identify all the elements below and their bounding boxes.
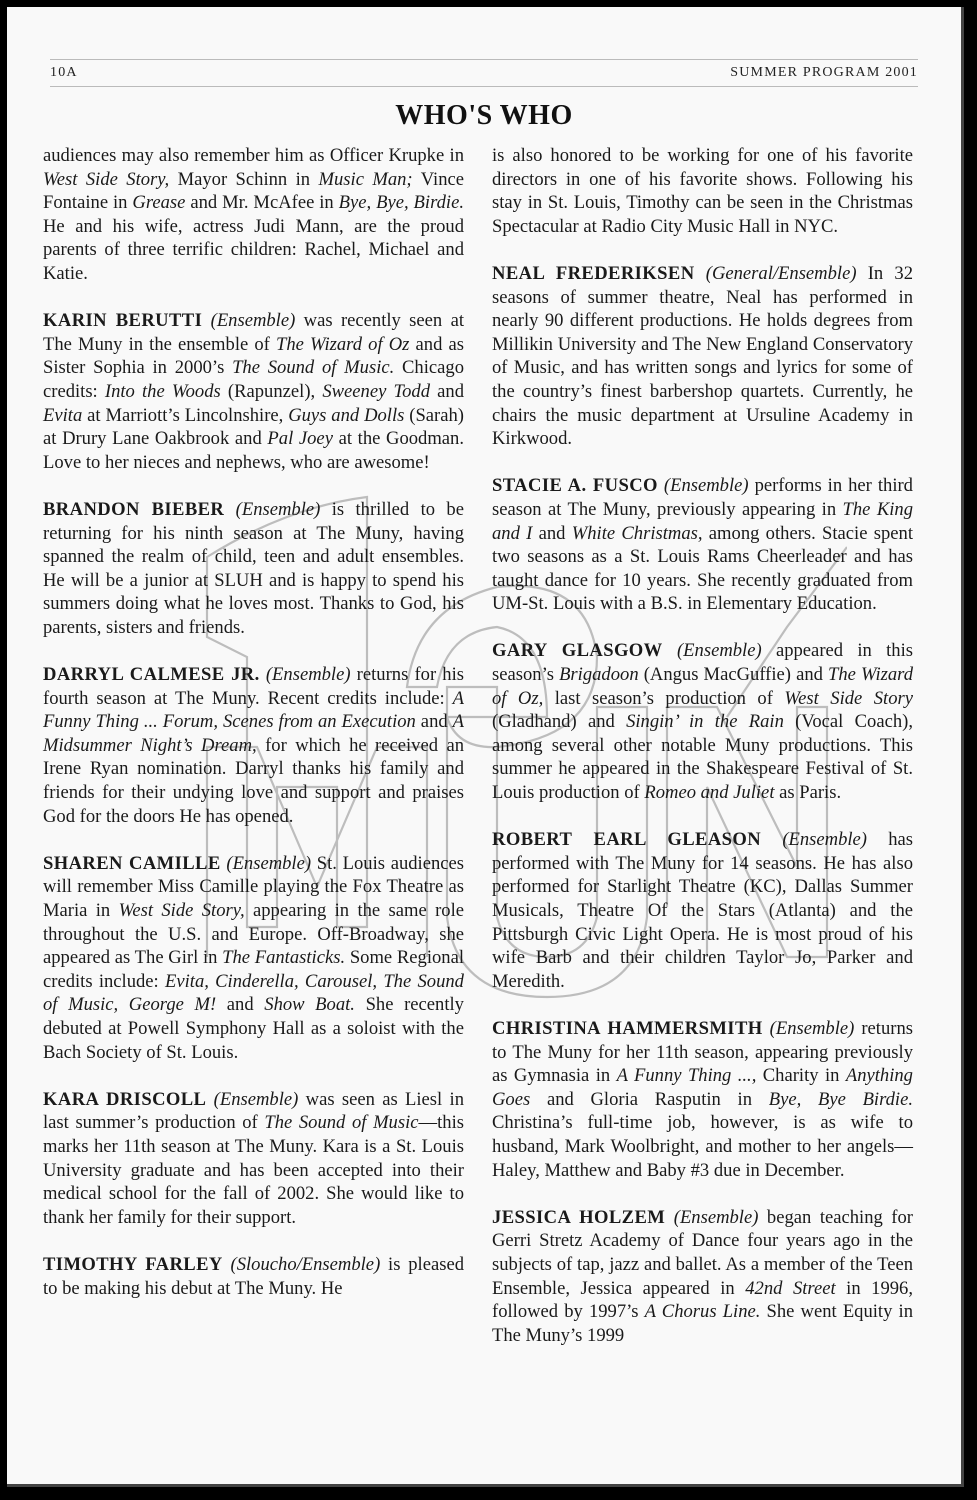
performer-role: (Sloucho/Ensemble)	[230, 1253, 381, 1275]
bio-entry: BRANDON BIEBER (Ensemble) is thrilled to be returning for his ninth season at The Muny, having spanned the realm of child, teen and adult ensembles. He will be a junior at SLUH and is happy to spend his summers doing what he loves most. Thanks to God, his parents, sisters and friends.	[43, 498, 464, 638]
performer-role: (Ensemble)	[235, 498, 321, 520]
bio-entry: CHRISTINA HAMMERSMITH (Ensemble) returns to The Muny for her 11th season, appearing previously as Gymnasia in A Funny Thing ..., Charity in Anything Goes and Gloria Rasputin in Bye, Bye Birdie. Christina’s full-time job, however, is as wife to husband, Mark Woolbright, and mother to her angels— Haley, Matthew and Baby #3 due in December.	[492, 1017, 913, 1181]
performer-role: (Ensemble)	[213, 1088, 299, 1110]
performer-name: STACIE A. FUSCO	[492, 475, 658, 497]
performer-name: ROBERT EARL GLEASON	[492, 829, 762, 851]
bio-entry: SHAREN CAMILLE (Ensemble) St. Louis audiences will remember Miss Camille playing the Fox Theatre as Maria in West Side Story, appearing in the same role throughout the U.S. and Europe. Off-Broadway, she appeared as The Girl in The Fantasticks. Some Regional credits include: Evita, Cinderella, Carousel, The Sound of Music, George M! and Show Boat. She recently debuted at Powell Symphony Hall as a soloist with the Bach Society of St. Louis.	[43, 852, 465, 1063]
performer-role: (Ensemble)	[265, 664, 351, 686]
performer-role: (Ensemble)	[210, 310, 296, 332]
performer-role: (Ensemble)	[782, 829, 867, 851]
bio-entry: JESSICA HOLZEM (Ensemble) began teaching for Gerri Stretz Academy of Dance four years ago in the subjects of tap, jazz and ballet. As a member of the Teen Ensemble, Jessica appeared in 42nd Street in 1996, followed by 1997’s A Chorus Line. She went Equity in The Muny’s 1999	[492, 1206, 913, 1346]
performer-name: GARY GLASGOW	[492, 640, 663, 662]
bio-text: is also honored to be working for one of his favorite directors in one of his favorite shows. Following his stay in St. Louis, Timothy can be seen in the Christmas Spectacular at Radio City Music Hall in NYC.	[492, 145, 913, 237]
bio-entry: NEAL FREDERIKSEN (General/Ensemble) In 32 seasons of summer theatre, Neal has performed in nearly 90 different productions. He holds degrees from Millikin University and The New England Conservatory of Music, and has written songs and lyrics for some of the country’s finest barbershop quartets. Currently, he chairs the music department at Ursuline Academy in Kirkwood.	[492, 262, 913, 450]
bio-entry: ROBERT EARL GLEASON (Ensemble) has performed with The Muny for 14 seasons. He has also performed for Starlight Theatre (KC), Dallas Summer Musicals, Theatre Of the Stars (Atlanta) and the Pittsburgh Civic Light Opera. He is most proud of his wife Barb and their children Taylor Jo, Parker and Meredith.	[492, 829, 913, 992]
performer-name: NEAL FREDERIKSEN	[492, 262, 695, 284]
performer-role: (Ensemble)	[226, 852, 312, 874]
bio-entry: GARY GLASGOW (Ensemble) appeared in this season’s Brigadoon (Angus MacGuffie) and The Wizard of Oz, last season’s production of West Side Story (Gladhand) and Singin’ in the Rain (Vocal Coach), among several other notable Muny productions. This summer he appeared in the Shakespeare Festival of St. Louis production of Romeo and Juliet as Paris.	[492, 640, 914, 804]
performer-name: BRANDON BIEBER	[43, 498, 225, 520]
program-page	[7, 7, 964, 1487]
performer-name: CHRISTINA HAMMERSMITH	[492, 1017, 763, 1039]
bio-entry: KARA DRISCOLL (Ensemble) was seen as Liesl in last summer’s production of The Sound of Music—this marks her 11th season at The Muny. Kara is a St. Louis University graduate and has been accepted into their medical school for the fall of 2002. She would like to thank her family for their support.	[43, 1088, 464, 1228]
performer-name: JESSICA HOLZEM	[492, 1206, 666, 1228]
right-column	[492, 144, 913, 1371]
bio-entry: DARRYL CALMESE JR. (Ensemble) returns for his fourth season at The Muny. Recent credits include: A Funny Thing ... Forum, Scenes from an Execution and A Midsummer Night’s Dream, for which he received an Irene Ryan nomination. Darryl thanks his family and friends for their undying love and support and praises God for the doors He has opened.	[43, 664, 464, 827]
performer-name: DARRYL CALMESE JR.	[43, 664, 260, 686]
performer-name: KARIN BERUTTI	[43, 310, 203, 332]
left-column	[43, 144, 464, 1324]
bio-entry	[492, 144, 913, 238]
bio-entry: TIMOTHY FARLEY (Sloucho/Ensemble) is pleased to be making his debut at The Muny. He	[43, 1253, 464, 1299]
performer-name: SHAREN CAMILLE	[43, 852, 221, 874]
performer-role: (Ensemble)	[769, 1017, 855, 1039]
performer-role: (Ensemble)	[663, 475, 749, 497]
bio-text: audiences may also remember him as Officer Krupke in West Side Story, Mayor Schinn in Music Man; Vince Fontaine in Grease and Mr. McAfee in Bye, Bye, Birdie. He and his wife, actress Judi Mann, are the proud parents of three terrific children: Rachel, Michael and Katie.	[43, 145, 464, 284]
performer-name: KARA DRISCOLL	[43, 1088, 207, 1110]
publication-title: SUMMER PROGRAM 2001	[730, 65, 918, 80]
bio-entry	[43, 144, 464, 286]
performer-role: (Ensemble)	[673, 1206, 759, 1228]
performer-role: (General/Ensemble)	[705, 262, 857, 284]
page-title: WHO'S WHO	[395, 100, 573, 131]
bio-entry: KARIN BERUTTI (Ensemble) was recently seen at The Muny in the ensemble of The Wizard of Oz and as Sister Sophia in 2000’s The Sound of Music. Chicago credits: Into the Woods (Rapunzel), Sweeney Todd and Evita at Marriott’s Lincolnshire, Guys and Dolls (Sarah) at Drury Lane Oakbrook and Pal Joey at the Goodman. Love to her nieces and nephews, who are awesome!	[43, 310, 465, 473]
page-number: 10A	[50, 65, 78, 80]
bio-entry: STACIE A. FUSCO (Ensemble) performs in her third season at The Muny, previously appearing in The King and I and White Christmas, among others. Stacie spent two seasons as a St. Louis Rams Cheerleader and has taught dance for 10 years. She recently graduated from UM-St. Louis with a B.S. in Elementary Education.	[492, 475, 914, 615]
running-header	[50, 59, 918, 87]
performer-name: TIMOTHY FARLEY	[43, 1253, 223, 1275]
performer-role: (Ensemble)	[676, 640, 762, 662]
